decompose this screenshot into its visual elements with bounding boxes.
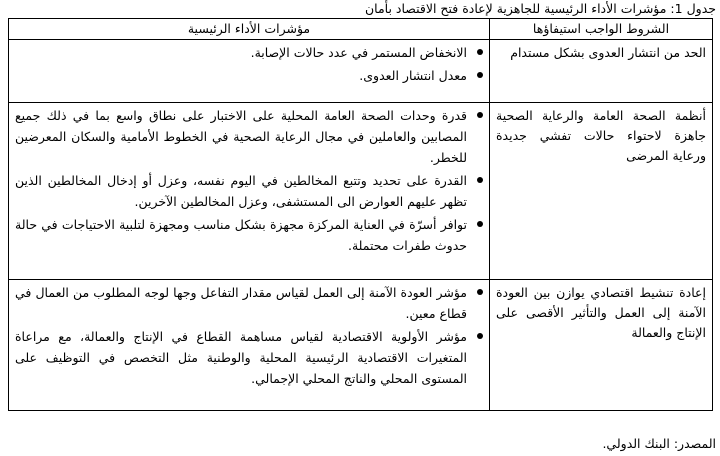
indicator-text: توافر أسرّة في العناية المركزة مجهزة بشكل مناسب ومجهزة لتلبية الاحتياجات في حالة حدوث طفرات محتملة. bbox=[15, 217, 467, 253]
indicator-list bbox=[15, 105, 485, 256]
indicator-text: الانخفاض المستمر في عدد حالات الإصابة. bbox=[250, 45, 467, 60]
indicator-text: مؤشر الأولوية الاقتصادية لقياس مساهمة القطاع في الإنتاج والعمالة، مع مراعاة المتغيرات الاقتصادية الرئيسية المحلية والوطنية مثل التخصص في التوظيف على المستوى المحلي والناتج المحلي الإجمالي. bbox=[15, 329, 467, 386]
indicator-item bbox=[15, 65, 485, 86]
table-row bbox=[9, 40, 713, 103]
header-conditions: الشروط الواجب استيفاؤها bbox=[490, 19, 713, 40]
bullet-icon bbox=[477, 72, 483, 78]
condition-cell: الحد من انتشار العدوى بشكل مستدام bbox=[490, 40, 713, 103]
indicator-text: القدرة على تحديد وتتبع المخالطين في اليوم نفسه، وعزل أو إدخال المخالطين الذين تظهر عليهم العوارض الى المستشفى، وعزل المخالطين الآخرين. bbox=[15, 173, 467, 209]
table-header-row bbox=[9, 19, 713, 40]
indicators-cell bbox=[9, 103, 490, 280]
bullet-icon bbox=[477, 112, 483, 118]
bullet-icon bbox=[477, 221, 483, 227]
bullet-icon bbox=[477, 49, 483, 55]
indicators-cell bbox=[9, 280, 490, 411]
indicator-item bbox=[15, 170, 485, 212]
bullet-icon bbox=[477, 289, 483, 295]
indicator-item bbox=[15, 282, 485, 324]
indicator-text: قدرة وحدات الصحة العامة المحلية على الاختبار على نطاق واسع بما في ذلك جميع المصابين والعاملين في مجال الرعاية الصحية في الخطوط الأمامية والسكان المعرضين للخطر. bbox=[15, 108, 467, 165]
table-caption: جدول 1: مؤشرات الأداء الرئيسية للجاهزية لإعادة فتح الاقتصاد بأمان bbox=[364, 1, 716, 16]
bullet-icon bbox=[477, 177, 483, 183]
condition-cell: إعادة تنشيط اقتصادي يوازن بين العودة الآمنة إلى العمل والتأثير الأقصى على الإنتاج والعمالة bbox=[490, 280, 713, 411]
table-row bbox=[9, 103, 713, 280]
indicator-list bbox=[15, 42, 485, 86]
indicator-list bbox=[15, 282, 485, 389]
table-row bbox=[9, 280, 713, 411]
kpi-table bbox=[8, 18, 713, 411]
header-indicators: مؤشرات الأداء الرئيسية bbox=[9, 19, 490, 40]
indicator-text: معدل انتشار العدوى. bbox=[359, 68, 467, 83]
indicator-item bbox=[15, 326, 485, 389]
indicator-item bbox=[15, 42, 485, 63]
indicator-item bbox=[15, 214, 485, 256]
indicator-item bbox=[15, 105, 485, 168]
condition-cell: أنظمة الصحة العامة والرعاية الصحية جاهزة لاحتواء حالات تفشي جديدة ورعاية المرضى bbox=[490, 103, 713, 280]
source-note: المصدر: البنك الدولي. bbox=[602, 436, 716, 451]
indicators-cell bbox=[9, 40, 490, 103]
indicator-text: مؤشر العودة الآمنة إلى العمل لقياس مقدار التفاعل وجها لوجه المطلوب من العمال في قطاع معين. bbox=[15, 285, 467, 321]
bullet-icon bbox=[477, 333, 483, 339]
